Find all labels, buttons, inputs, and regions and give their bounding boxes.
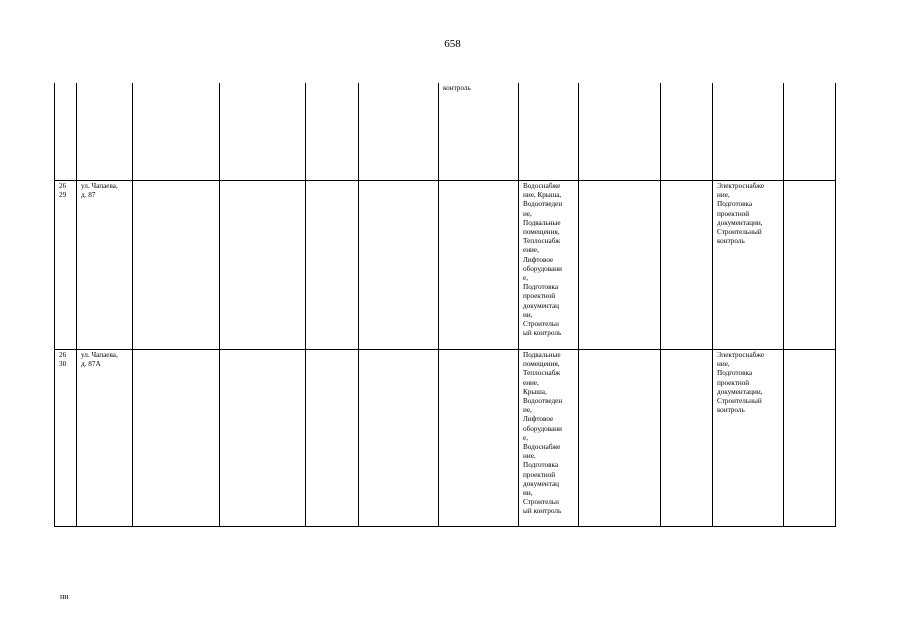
empty-cell [359,83,439,181]
cell-line: ие, [523,406,532,415]
empty-cell [220,83,306,181]
cell-line: ый контроль [523,329,562,338]
table-row [55,181,836,350]
empty-cell [306,181,359,350]
empty-cell [784,350,836,527]
cell-line: Строительный [717,228,762,237]
cell-line: Подготовка [717,200,753,209]
row-number-cell [55,83,77,181]
row-number-line: 29 [59,191,67,200]
empty-cell [133,181,220,350]
empty-cell [579,181,661,350]
cell-line: ние, [523,452,536,461]
address-line: д. 87 [81,191,96,200]
work-types-cell [519,350,579,527]
cell-line: оборудовани [523,424,562,433]
work-types-cell [439,83,519,181]
cell-line: ый контроль [523,507,562,516]
cell-line: Теплоснабж [523,237,561,246]
cell-line: документации, [717,387,763,396]
cell-line: Теплоснабж [523,369,561,378]
cell-line: контроль [717,237,745,246]
address-line: д. 87А [81,360,101,369]
empty-cell [359,181,439,350]
cell-line: Крыша, [523,387,547,396]
cell-line: Водоотведен [523,200,563,209]
table-row [55,350,836,527]
cell-line: ии, [523,310,533,319]
cell-line: Подготовка [717,369,753,378]
cell-line: Строительн [523,320,560,329]
cell-line: ние, [717,360,730,369]
cell-line: помещения, [523,228,560,237]
cell-line: Подготовка [523,283,559,292]
address-line: ул. Чапаева, [81,351,118,359]
cell-line: Подвальные [523,351,561,359]
work-types-cell [439,181,519,350]
empty-cell [661,83,713,181]
address-cell [77,181,133,350]
cell-line: ие, [523,209,532,218]
empty-cell [220,181,306,350]
page-number: 658 [444,38,461,50]
empty-cell [784,181,836,350]
footer-mark: нн [60,592,69,601]
row-number-cell [55,181,77,350]
row-number-cell [55,350,77,527]
cell-line: документац [523,301,559,310]
row-number-line: 30 [59,360,67,369]
empty-cell [220,350,306,527]
work-types-cell [713,181,784,350]
cell-line: проектной [523,292,556,301]
empty-cell [579,83,661,181]
cell-line: проектной [523,470,556,479]
cell-line: Водоотведен [523,397,563,406]
empty-cell [306,83,359,181]
cell-line: Водоснабже [523,182,561,190]
cell-line: Строительный [717,397,762,406]
cell-line: Электроснабже [717,182,765,190]
cell-line: Электроснабже [717,351,765,359]
cell-line: ение, [523,246,539,255]
empty-cell [306,350,359,527]
empty-cell [133,83,220,181]
empty-cell [661,350,713,527]
work-types-cell [519,181,579,350]
row-number-line: 26 [59,351,67,359]
address-cell [77,350,133,527]
work-types-cell [439,350,519,527]
work-types-cell [713,83,784,181]
cell-line: контроль [443,84,471,92]
cell-line: ии, [523,489,533,498]
cell-line: документации, [717,218,763,227]
address-cell [77,83,133,181]
empty-cell [133,350,220,527]
table-row [55,83,836,181]
empty-cell [359,350,439,527]
repair-schedule-table [54,83,836,527]
cell-line: ние, [717,191,730,200]
cell-line: Лифтовое [523,255,554,264]
cell-line: Строительн [523,498,560,507]
address-line: ул. Чапаева, [81,182,118,190]
cell-line: документац [523,479,559,488]
work-types-cell [713,350,784,527]
work-types-cell [519,83,579,181]
cell-line: Подготовка [523,461,559,470]
cell-line: оборудовани [523,264,562,273]
cell-line: е, [523,274,528,283]
cell-line: ние, Крыша, [523,191,562,200]
cell-line: проектной [717,209,750,218]
empty-cell [784,83,836,181]
empty-cell [579,350,661,527]
empty-cell [661,181,713,350]
cell-line: помещения, [523,360,560,369]
cell-line: проектной [717,378,750,387]
cell-line: ение, [523,378,539,387]
cell-line: Подвальные [523,218,561,227]
cell-line: Лифтовое [523,415,554,424]
cell-line: контроль [717,406,745,415]
cell-line: е, [523,433,528,442]
row-number-line: 26 [59,182,67,190]
cell-line: Водоснабже [523,443,561,452]
